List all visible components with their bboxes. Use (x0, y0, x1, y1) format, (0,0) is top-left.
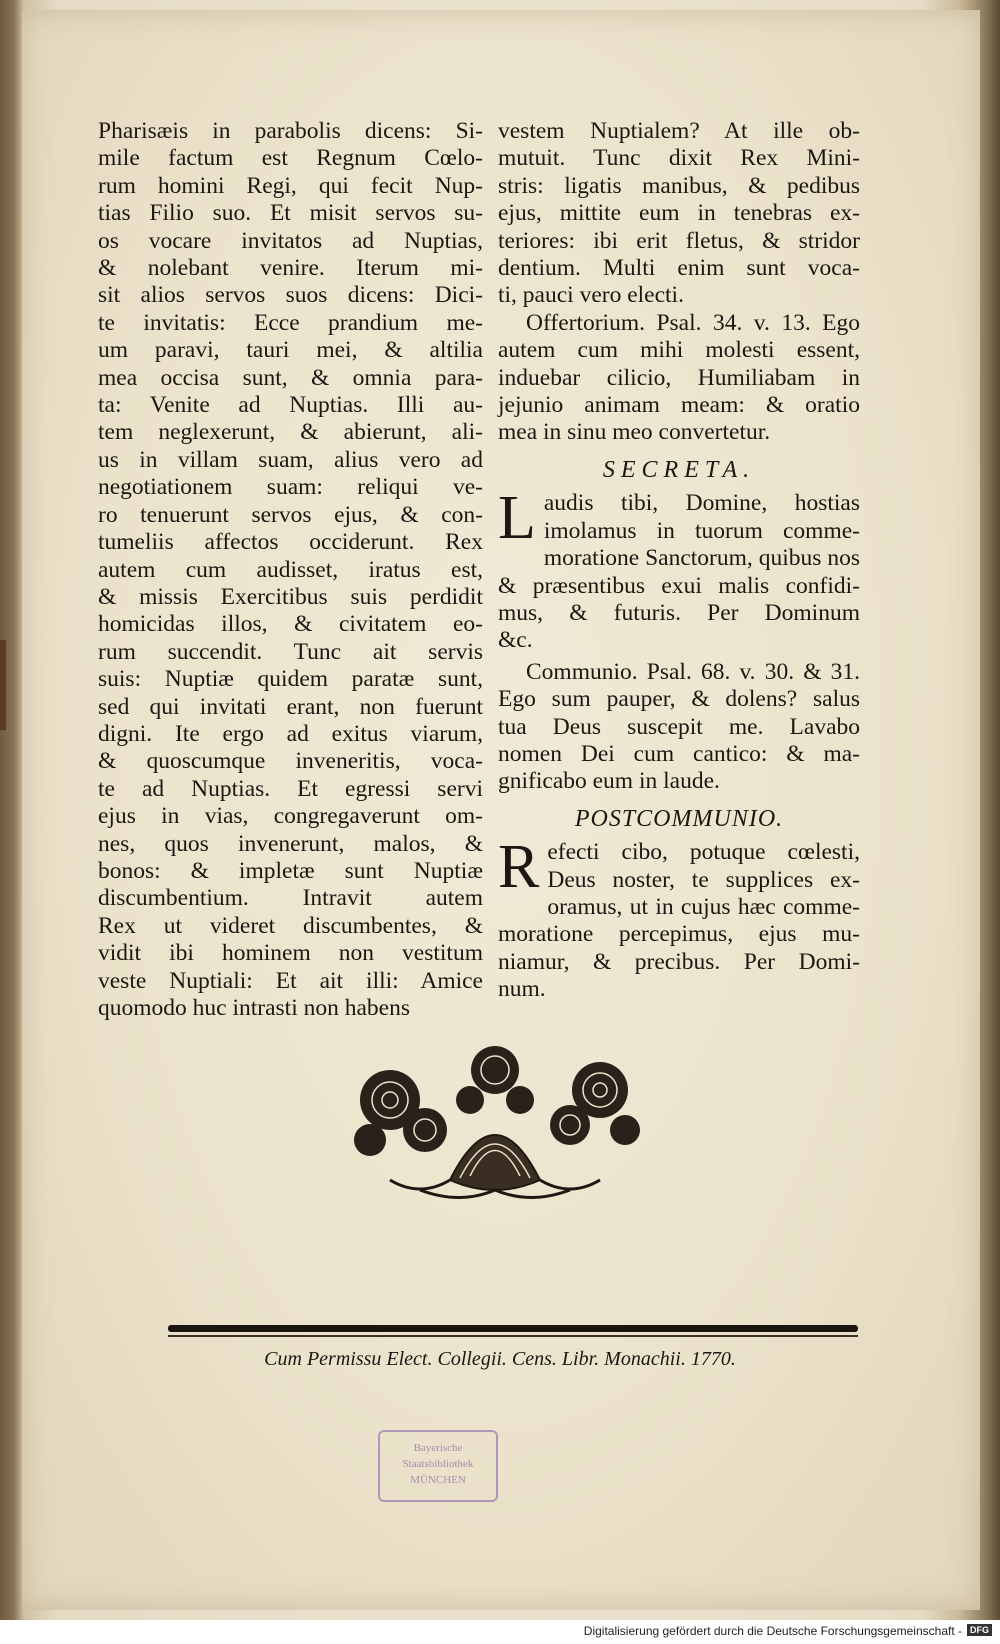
left-text-column (98, 118, 483, 1022)
text-line: quomodo huc intrasti non habens (98, 995, 410, 1021)
text-line: mus, & futuris. Per Dominum (498, 599, 860, 626)
text-line: negotiationem suam: reliqui ve- (98, 474, 483, 501)
text-line: autem cum mihi molesti essent, (498, 337, 860, 364)
text-line: um paravi, tauri mei, & altilia (98, 337, 483, 364)
text-line: ti, pauci vero electi. (498, 282, 684, 309)
text-line: ro tenuerunt servos ejus, & con- (98, 501, 483, 528)
postcommunio-dropcap: R (498, 833, 540, 902)
text-line: rum homini Regi, qui fecit Nup- (98, 172, 483, 199)
text-line: sed qui invitati erant, non fuerunt (98, 693, 483, 720)
footer-text: Digitalisierung gefördert durch die Deutsche Forschungsgemeinschaft - (583, 1624, 962, 1638)
text-line: num. (498, 976, 546, 1003)
text-line: stris: ligatis manibus, & pedibus (498, 172, 860, 199)
text-line: & nolebant venire. Iterum mi- (98, 255, 483, 282)
text-line: induebar cilicio, Humiliabam in (498, 364, 860, 391)
secreta-dropcap: L (498, 484, 536, 553)
text-line: bonos: & impletæ sunt Nuptiæ (98, 857, 483, 884)
text-line: os vocare invitatos ad Nuptias, (98, 227, 483, 254)
cornucopia-flower-ornament-icon (330, 1030, 660, 1210)
text-line: suis: Nuptiæ quidem paratæ sunt, (98, 666, 483, 693)
text-line: gnificabo eum in laude. (498, 768, 720, 795)
text-line: homicidas illos, & civitatem eo- (98, 611, 483, 638)
text-line: ta: Venite ad Nuptias. Illi au- (98, 392, 483, 419)
stamp-line-2: Staatsbibliothek (402, 1458, 474, 1470)
text-line: mile factum est Regnum Cœlo- (98, 145, 483, 172)
text-line: discumbentium. Intravit autem (98, 885, 483, 912)
text-line: audis tibi, Domine, hostias (543, 490, 860, 517)
text-line: & præsentibus exui malis confidi- (498, 572, 860, 599)
text-line: autem cum audisset, iratus est, (98, 556, 483, 583)
text-line: mea in sinu meo convertetur. (498, 419, 771, 446)
text-line: sit alios servos suos dicens: Dici- (98, 282, 483, 309)
secreta-prayer (498, 484, 860, 654)
text-line: Ego sum pauper, & dolens? salus (498, 686, 860, 713)
text-line: te ad Nuptias. Et egressi servi (98, 775, 483, 802)
text-line: moratione Sanctorum, quibus nos (543, 545, 860, 572)
communio (498, 659, 860, 796)
text-line: dentium. Multi enim sunt voca- (498, 255, 860, 282)
text-line: & quoscumque inveneritis, voca- (98, 748, 483, 775)
book-edge (0, 640, 6, 730)
text-line: Communio. Psal. 68. v. 30. & 31. (526, 658, 860, 685)
text-line: Deus noster, te supplices ex- (547, 866, 860, 893)
text-line: ejus, mittite eum in tenebras ex- (498, 200, 860, 227)
text-line: tem neglexerunt, & abierunt, ali- (98, 419, 483, 446)
offertorium (498, 310, 860, 447)
text-line: ejus in vias, congregaverunt om- (98, 803, 483, 830)
text-line: tias Filio suo. Et misit servos su- (98, 200, 483, 227)
text-line: Rex ut videret discumbentes, & (98, 912, 483, 939)
text-line: veste Nuptiali: Et ait illi: Amice (98, 967, 483, 994)
text-line: mutuit. Tunc dixit Rex Mini- (498, 145, 860, 172)
text-line: rum succendit. Tunc ait servis (98, 638, 483, 665)
text-line: us in villam suam, alius vero ad (98, 446, 483, 473)
footer-bar (0, 1620, 1000, 1644)
text-line: vidit ibi hominem non vestitum (98, 940, 483, 967)
text-line: moratione percepimus, ejus mu- (498, 921, 860, 948)
text-line: & missis Exercitibus suis perdidit (98, 583, 483, 610)
text-line: oramus, ut in cujus hæc comme- (547, 893, 860, 920)
postcommunio-heading: POSTCOMMUNIO. (574, 805, 784, 832)
text-line: &c. (498, 627, 533, 654)
text-line: jejunio animam meam: & oratio (498, 392, 860, 419)
text-line: nomen Dei cum cantico: & ma- (498, 740, 860, 767)
text-line: teriores: ibi erit fletus, & stridor (498, 227, 860, 254)
postcommunio-prayer (498, 833, 860, 1003)
text-line: nes, quos invenerunt, malos, & (98, 830, 483, 857)
text-line: mea occisa sunt, & omnia para- (98, 364, 483, 391)
text-line: te invitatis: Ecce prandium me- (98, 309, 483, 336)
text-line: niamur, & precibus. Per Domi- (498, 948, 860, 975)
gospel-ending (498, 118, 860, 310)
imprint-line: Cum Permissu Elect. Collegii. Cens. Libr. Monachii. 1770. (264, 1348, 736, 1370)
text-line: Offertorium. Psal. 34. v. 13. Ego (526, 309, 860, 336)
text-line: efecti cibo, potuque cœlesti, (547, 839, 860, 866)
text-line: tua Deus suscepit me. Lavabo (498, 713, 860, 740)
text-line: tumeliis affectos occiderunt. Rex (98, 529, 483, 556)
library-stamp (378, 1430, 498, 1502)
closing-rule (168, 1325, 858, 1332)
text-line: Pharisæis in parabolis dicens: Si- (98, 118, 483, 144)
dfg-logo: DFG (967, 1624, 992, 1636)
text-line: imolamus in tuorum comme- (543, 517, 860, 544)
secreta-heading: SECRETA. (602, 456, 756, 483)
stamp-line-3: MÜNCHEN (410, 1474, 466, 1486)
closing-rule-thin (168, 1335, 858, 1337)
stamp-line-1: Bayerische (413, 1442, 463, 1454)
text-line: digni. Ite ergo ad exitus viarum, (98, 720, 483, 747)
text-line: vestem Nuptialem? At ille ob- (498, 118, 860, 144)
right-text-column (498, 118, 860, 1004)
